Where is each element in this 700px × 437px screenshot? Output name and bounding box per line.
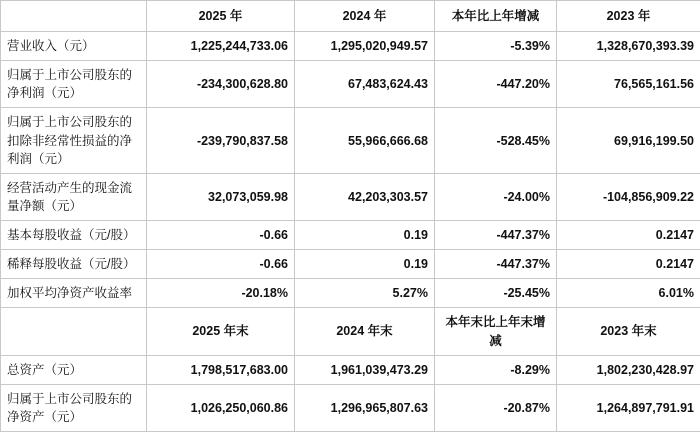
- row-value-2025: 1,026,250,060.86: [147, 384, 295, 431]
- header-year-2024: 2024 年: [295, 1, 435, 32]
- row-value-2024: 5.27%: [295, 279, 435, 308]
- row-value-2025: 1,798,517,683.00: [147, 355, 295, 384]
- row-value-2023: -104,856,909.22: [557, 173, 700, 220]
- row-value-2024: 42,203,303.57: [295, 173, 435, 220]
- table-row: [1, 250, 700, 279]
- row-value-2024: 0.19: [295, 221, 435, 250]
- row-value-2024: 1,295,020,949.57: [295, 32, 435, 61]
- row-label: 加权平均净资产收益率: [1, 279, 147, 308]
- row-value-2025: -239,790,837.58: [147, 108, 295, 173]
- table-row: [1, 173, 700, 220]
- row-value-2024: 1,961,039,473.29: [295, 355, 435, 384]
- row-label: 经营活动产生的现金流量净额（元）: [1, 173, 147, 220]
- row-value-2023: 76,565,161.56: [557, 61, 700, 108]
- row-label: 归属于上市公司股东的净利润（元）: [1, 61, 147, 108]
- row-value-2024: 0.19: [295, 250, 435, 279]
- row-value-2023: 1,328,670,393.39: [557, 32, 700, 61]
- header-year-2025: 2025 年: [147, 1, 295, 32]
- row-label: 归属于上市公司股东的净资产（元）: [1, 384, 147, 431]
- row-value-2025: 32,073,059.98: [147, 173, 295, 220]
- header-year-2023: 2023 年: [557, 1, 700, 32]
- table-row: [1, 221, 700, 250]
- table-header-row-annual: [1, 1, 700, 32]
- row-value-change: -447.20%: [435, 61, 557, 108]
- row-value-2023: 0.2147: [557, 221, 700, 250]
- row-value-change: -447.37%: [435, 221, 557, 250]
- row-value-2025: -234,300,628.80: [147, 61, 295, 108]
- row-value-2023: 6.01%: [557, 279, 700, 308]
- row-value-2024: 1,296,965,807.63: [295, 384, 435, 431]
- row-label: 总资产（元）: [1, 355, 147, 384]
- row-value-change: -528.45%: [435, 108, 557, 173]
- row-value-change: -25.45%: [435, 279, 557, 308]
- row-label: 营业收入（元）: [1, 32, 147, 61]
- table-row: [1, 61, 700, 108]
- row-value-change: -5.39%: [435, 32, 557, 61]
- row-value-2025: 1,225,244,733.06: [147, 32, 295, 61]
- row-value-2024: 55,966,666.68: [295, 108, 435, 173]
- table-row: [1, 355, 700, 384]
- row-value-2025: -0.66: [147, 250, 295, 279]
- row-value-2023: 1,264,897,791.91: [557, 384, 700, 431]
- table-row: [1, 108, 700, 173]
- row-value-2023: 0.2147: [557, 250, 700, 279]
- row-label: 稀释每股收益（元/股）: [1, 250, 147, 279]
- header-corner-cell: [1, 1, 147, 32]
- row-value-2023: 1,802,230,428.97: [557, 355, 700, 384]
- row-value-change: -8.29%: [435, 355, 557, 384]
- row-value-2025: -20.18%: [147, 279, 295, 308]
- row-label: 基本每股收益（元/股）: [1, 221, 147, 250]
- table-header-row-period-end: [1, 308, 700, 355]
- header-year-end-change: 本年末比上年末增减: [435, 308, 557, 355]
- header-year-end-2024: 2024 年末: [295, 308, 435, 355]
- table-row: [1, 279, 700, 308]
- header-yoy-change: 本年比上年增减: [435, 1, 557, 32]
- header-year-end-2025: 2025 年末: [147, 308, 295, 355]
- header-corner-cell-2: [1, 308, 147, 355]
- row-value-change: -447.37%: [435, 250, 557, 279]
- row-value-2023: 69,916,199.50: [557, 108, 700, 173]
- header-year-end-2023: 2023 年末: [557, 308, 700, 355]
- row-value-change: -24.00%: [435, 173, 557, 220]
- table-row: [1, 384, 700, 431]
- table-row: [1, 32, 700, 61]
- row-value-change: -20.87%: [435, 384, 557, 431]
- row-label: 归属于上市公司股东的扣除非经常性损益的净利润（元）: [1, 108, 147, 173]
- row-value-2024: 67,483,624.43: [295, 61, 435, 108]
- row-value-2025: -0.66: [147, 221, 295, 250]
